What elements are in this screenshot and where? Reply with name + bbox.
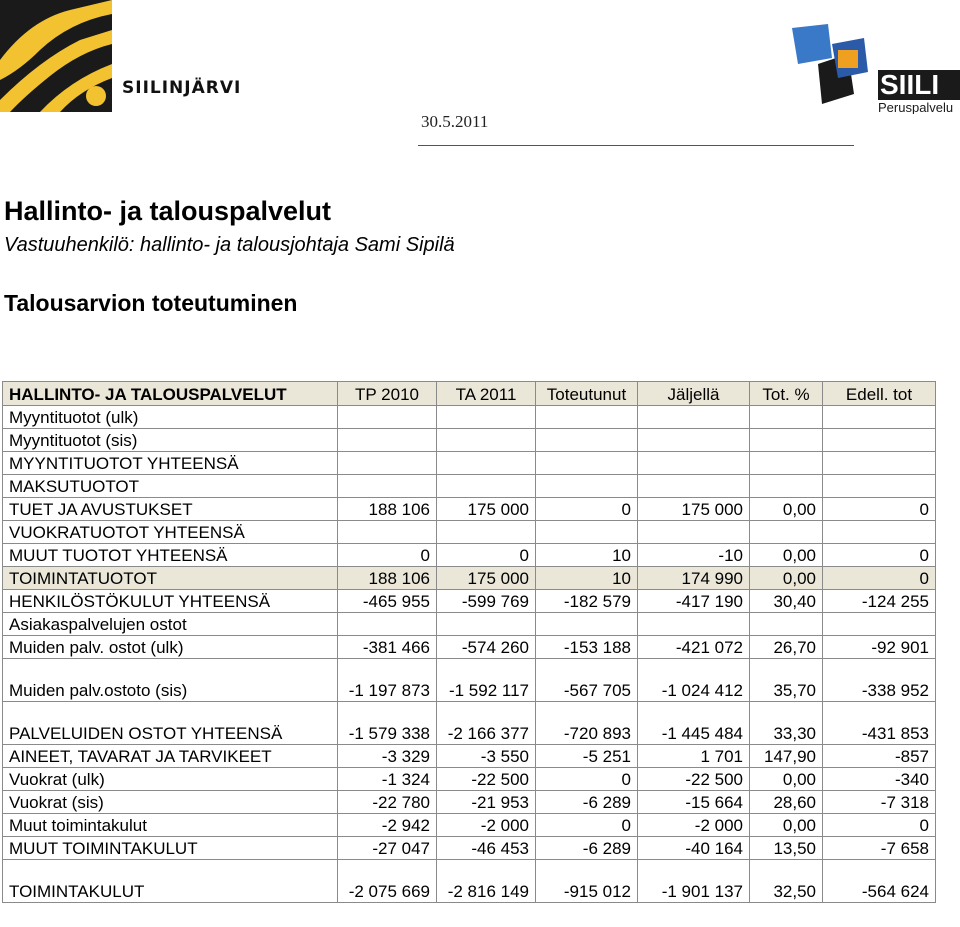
row-value: -15 664 [638,791,750,814]
table-row [3,544,936,567]
row-label: Asiakaspalvelujen ostot [3,613,338,636]
row-value [536,429,638,452]
row-value [638,613,750,636]
row-value: 175 000 [437,567,536,590]
row-value: -599 769 [437,590,536,613]
row-value: -22 500 [437,768,536,791]
row-value [338,521,437,544]
row-value [338,475,437,498]
column-header: Tot. % [750,382,823,406]
row-value [638,429,750,452]
row-value: -1 445 484 [638,702,750,745]
row-value [750,475,823,498]
table-row [3,860,936,903]
column-header: TP 2010 [338,382,437,406]
row-label: Muiden palv. ostot (ulk) [3,636,338,659]
table-row [3,636,936,659]
row-value: -2 000 [437,814,536,837]
row-value: -7 658 [823,837,936,860]
row-value [823,429,936,452]
row-value: -567 705 [536,659,638,702]
row-value [437,406,536,429]
row-value [437,521,536,544]
row-value [536,406,638,429]
row-value: 188 106 [338,498,437,521]
row-value: -6 289 [536,837,638,860]
table-row [3,791,936,814]
table-row [3,837,936,860]
row-label: PALVELUIDEN OSTOT YHTEENSÄ [3,702,338,745]
peruspalvelu-emblem-icon [788,24,960,114]
right-brand-main: SIILI [880,69,940,100]
row-value [638,406,750,429]
column-header: TA 2011 [437,382,536,406]
table-row [3,745,936,768]
row-value: -465 955 [338,590,437,613]
row-value: 10 [536,544,638,567]
row-value: -6 289 [536,791,638,814]
siilinjarvi-wordmark: SIILINJÄRVI [122,78,242,98]
row-value: -1 592 117 [437,659,536,702]
row-value: -720 893 [536,702,638,745]
row-value: 28,60 [750,791,823,814]
row-value [536,521,638,544]
row-value: -915 012 [536,860,638,903]
row-label: VUOKRATUOTOT YHTEENSÄ [3,521,338,544]
table-row [3,659,936,702]
row-value: -3 329 [338,745,437,768]
row-label: TUET JA AVUSTUKSET [3,498,338,521]
row-value: -338 952 [823,659,936,702]
row-label: MUUT TUOTOT YHTEENSÄ [3,544,338,567]
column-header: Toteutunut [536,382,638,406]
row-label: TOIMINTAKULUT [3,860,338,903]
row-value: -574 260 [437,636,536,659]
column-header-unit: HALLINTO- JA TALOUSPALVELUT [3,382,338,406]
row-value: 26,70 [750,636,823,659]
row-value: 0 [338,544,437,567]
row-value [638,475,750,498]
row-value: -5 251 [536,745,638,768]
row-value: 13,50 [750,837,823,860]
row-value [638,521,750,544]
siilinjarvi-emblem-icon [0,0,112,112]
table-row [3,702,936,745]
row-label: Muiden palv.ostoto (sis) [3,659,338,702]
row-value: -22 780 [338,791,437,814]
row-value: 30,40 [750,590,823,613]
row-value [536,613,638,636]
row-value: -2 075 669 [338,860,437,903]
table-row [3,521,936,544]
row-value [823,452,936,475]
row-value [638,452,750,475]
row-value: 0 [536,498,638,521]
row-label: Muut toimintakulut [3,814,338,837]
row-label: Vuokrat (ulk) [3,768,338,791]
row-value: -40 164 [638,837,750,860]
row-value: -1 324 [338,768,437,791]
row-label: AINEET, TAVARAT JA TARVIKEET [3,745,338,768]
row-value [437,429,536,452]
row-value: -46 453 [437,837,536,860]
table-row [3,590,936,613]
row-label: MYYNTITUOTOT YHTEENSÄ [3,452,338,475]
row-value: -564 624 [823,860,936,903]
row-value [750,521,823,544]
row-value [823,521,936,544]
table-row [3,613,936,636]
row-value: 0 [536,814,638,837]
table-header-row [3,382,936,406]
peruspalvelu-logo [788,24,960,114]
row-value: 35,70 [750,659,823,702]
row-value: -10 [638,544,750,567]
row-label: Vuokrat (sis) [3,791,338,814]
table-row [3,814,936,837]
row-label: Myyntituotot (sis) [3,429,338,452]
row-value: 1 701 [638,745,750,768]
row-value: -1 024 412 [638,659,750,702]
row-value: -7 318 [823,791,936,814]
row-value: -381 466 [338,636,437,659]
budget-table-body [3,382,936,903]
row-value: 0 [823,814,936,837]
row-value [338,613,437,636]
row-label: MUUT TOIMINTAKULUT [3,837,338,860]
row-value [750,452,823,475]
row-value: 0 [823,544,936,567]
row-value: -153 188 [536,636,638,659]
row-value: 0 [823,498,936,521]
row-value: 0,00 [750,768,823,791]
row-value: 0 [823,567,936,590]
row-value [823,475,936,498]
table-row [3,452,936,475]
budget-table [2,381,936,903]
row-value: -182 579 [536,590,638,613]
row-value: -92 901 [823,636,936,659]
row-value: 188 106 [338,567,437,590]
row-value [437,452,536,475]
row-value [437,613,536,636]
row-value: 32,50 [750,860,823,903]
right-brand-sub: Peruspalvelu [878,100,954,114]
row-label: MAKSUTUOTOT [3,475,338,498]
row-value: -421 072 [638,636,750,659]
row-value: -2 816 149 [437,860,536,903]
row-value: -1 579 338 [338,702,437,745]
row-value [437,475,536,498]
row-value [750,406,823,429]
row-value: 174 990 [638,567,750,590]
column-header: Edell. tot [823,382,936,406]
row-value [338,406,437,429]
column-header: Jäljellä [638,382,750,406]
page-title: Hallinto- ja talouspalvelut [4,196,332,226]
row-label: HENKILÖSTÖKULUT YHTEENSÄ [3,590,338,613]
row-value: 33,30 [750,702,823,745]
row-value: -3 550 [437,745,536,768]
row-value: -21 953 [437,791,536,814]
row-value: 175 000 [437,498,536,521]
siilinjarvi-logo [0,0,240,112]
row-value: -431 853 [823,702,936,745]
row-value: 175 000 [638,498,750,521]
row-value [536,475,638,498]
row-value: -2 000 [638,814,750,837]
row-value [750,613,823,636]
row-value: -2 942 [338,814,437,837]
row-value: -417 190 [638,590,750,613]
table-row [3,475,936,498]
row-value: -1 197 873 [338,659,437,702]
header-rule [418,145,854,146]
row-value: -857 [823,745,936,768]
row-label: Myyntituotot (ulk) [3,406,338,429]
table-row [3,406,936,429]
row-value [338,452,437,475]
row-value: 0,00 [750,498,823,521]
row-value: -2 166 377 [437,702,536,745]
row-value: -1 901 137 [638,860,750,903]
row-value: 0,00 [750,567,823,590]
table-row [3,768,936,791]
row-value [338,429,437,452]
row-value [750,429,823,452]
page-subtitle: Vastuuhenkilö: hallinto- ja talousjohtaja Sami Sipilä [4,234,455,256]
row-value: -124 255 [823,590,936,613]
row-value [536,452,638,475]
row-value: 0 [536,768,638,791]
row-value: -27 047 [338,837,437,860]
row-value [823,406,936,429]
row-value: 147,90 [750,745,823,768]
table-row [3,567,936,590]
table-row [3,498,936,521]
row-value: -22 500 [638,768,750,791]
row-value: 10 [536,567,638,590]
row-value: -340 [823,768,936,791]
row-value: 0,00 [750,814,823,837]
row-value [823,613,936,636]
document-date: 30.5.2011 [421,112,489,131]
table-row [3,429,936,452]
row-label: TOIMINTATUOTOT [3,567,338,590]
row-value: 0,00 [750,544,823,567]
row-value: 0 [437,544,536,567]
section-heading: Talousarvion toteutuminen [4,290,298,316]
